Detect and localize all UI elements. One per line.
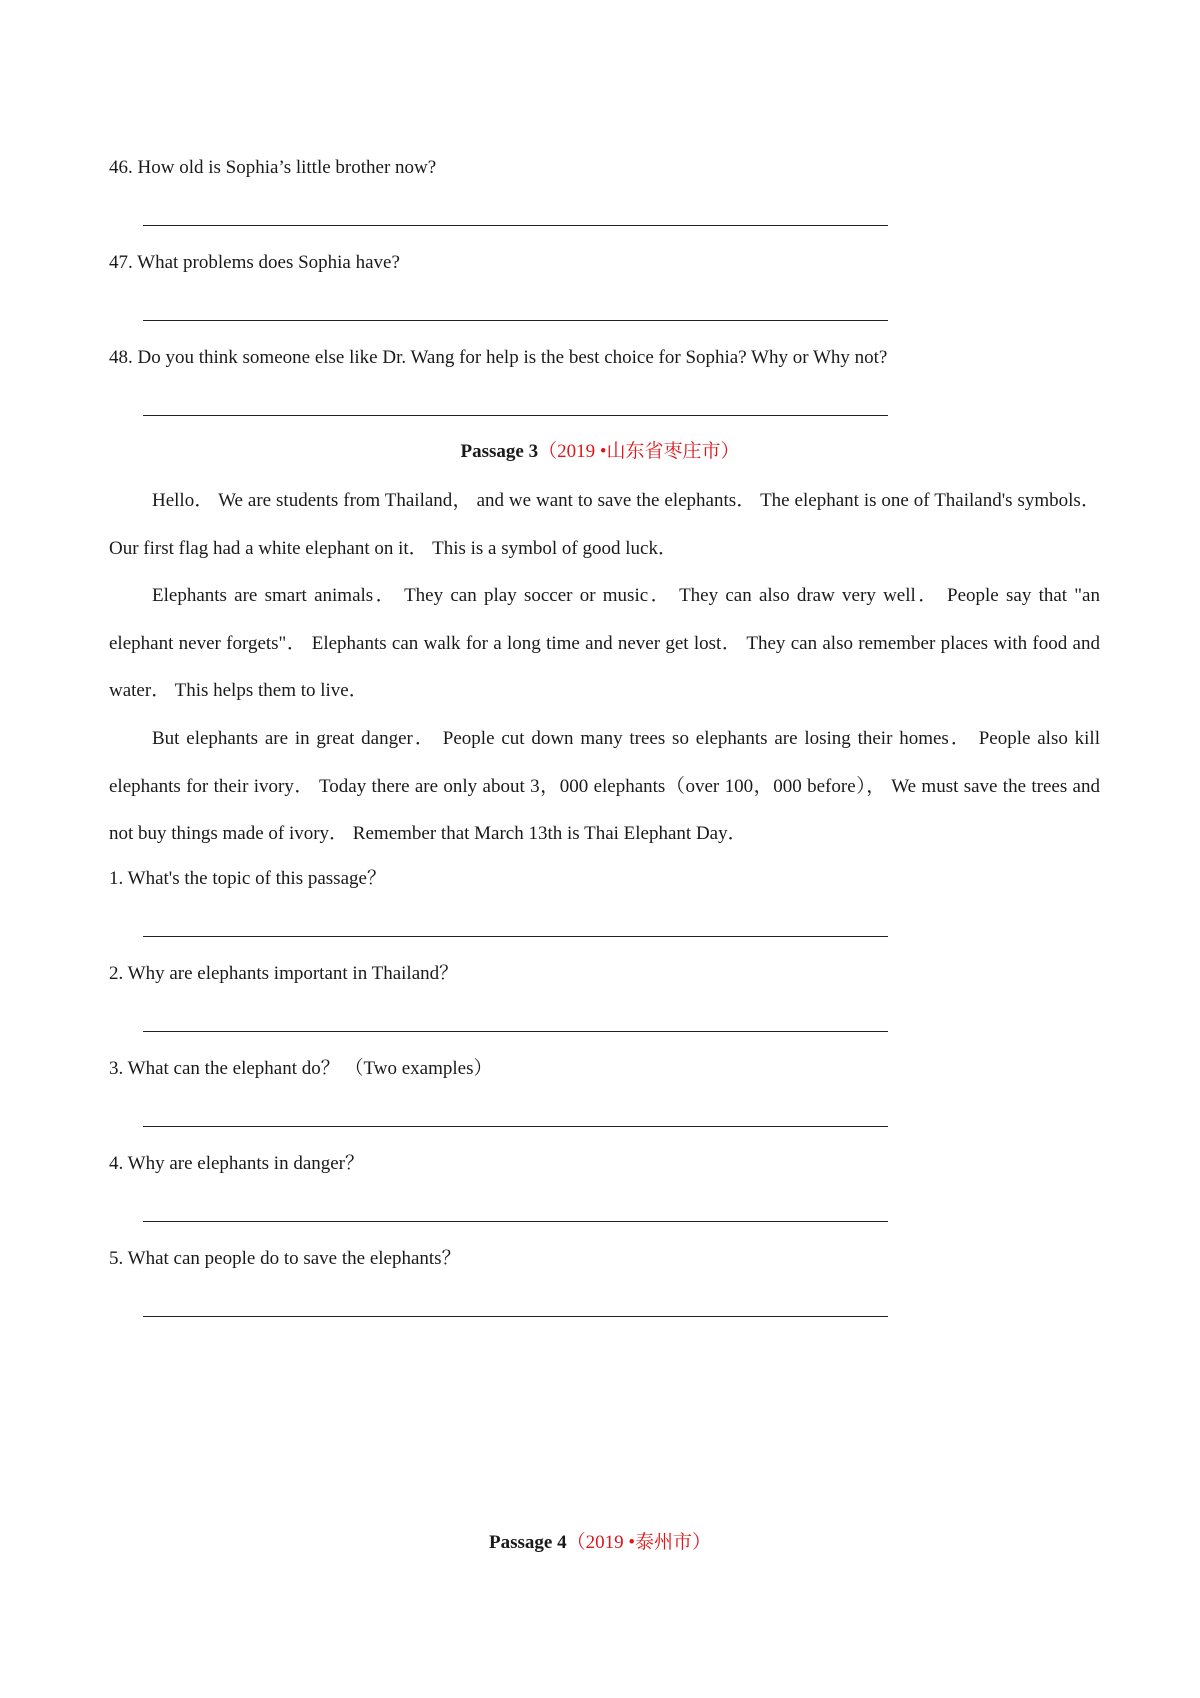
passage-3-question-3: 3. What can the elephant do？ （Two examples） xyxy=(109,1058,493,1079)
passage-3-question-5: 5. What can people do to save the elephants？ xyxy=(109,1248,461,1269)
question-46: 46. How old is Sophia’s little brother now? xyxy=(109,157,437,178)
passage-3-question-4: 4. Why are elephants in danger？ xyxy=(109,1153,365,1174)
answer-line-p3-2[interactable] xyxy=(143,1031,888,1032)
passage-3-source: （2019 •山东省枣庄市） xyxy=(538,441,740,462)
question-47: 47. What problems does Sophia have? xyxy=(109,252,400,273)
passage-3-question-1: 1. What's the topic of this passage？ xyxy=(109,868,386,889)
passage-3-paragraph-1: Hello． We are students from Thailand， and we want to save the elephants． The elephant is one of Thailand's symbols． Our first flag had a white elephant on it． This is a symbol of good luck． xyxy=(109,490,1100,559)
passage-4-title: Passage 4 xyxy=(489,1532,567,1553)
answer-line-p3-4[interactable] xyxy=(143,1221,888,1222)
question-48: 48. Do you think someone else like Dr. Wang for help is the best choice for Sophia? Why or Why not? xyxy=(109,347,888,368)
passage-3-question-2: 2. Why are elephants important in Thailand？ xyxy=(109,963,459,984)
passage-4-heading xyxy=(0,1531,1200,1555)
answer-line-46[interactable] xyxy=(143,225,888,226)
passage-4-source: （2019 •泰州市） xyxy=(566,1532,711,1553)
answer-line-p3-3[interactable] xyxy=(143,1126,888,1127)
passage-3-paragraph-2: Elephants are smart animals． They can play soccer or music． They can also draw very well． People say that "an elephant never forgets"． Elephants can walk for a long time and never get lost． They can also remember places with food and water． This helps them to live． xyxy=(109,585,1100,701)
answer-line-p3-1[interactable] xyxy=(143,936,888,937)
passage-3-paragraph-3: But elephants are in great danger． People cut down many trees so elephants are losing their homes． People also kill elephants for their ivory． Today there are only about 3，000 elephants（over 100，000 before）， We must save the trees and not buy things made of ivory． Remember that March 13th is Thai Elephant Day． xyxy=(109,728,1100,844)
answer-line-47[interactable] xyxy=(143,320,888,321)
passage-3-title: Passage 3 xyxy=(460,441,539,462)
passage-3-heading xyxy=(0,440,1200,464)
answer-line-p3-5[interactable] xyxy=(143,1316,888,1317)
answer-line-48[interactable] xyxy=(143,415,888,416)
